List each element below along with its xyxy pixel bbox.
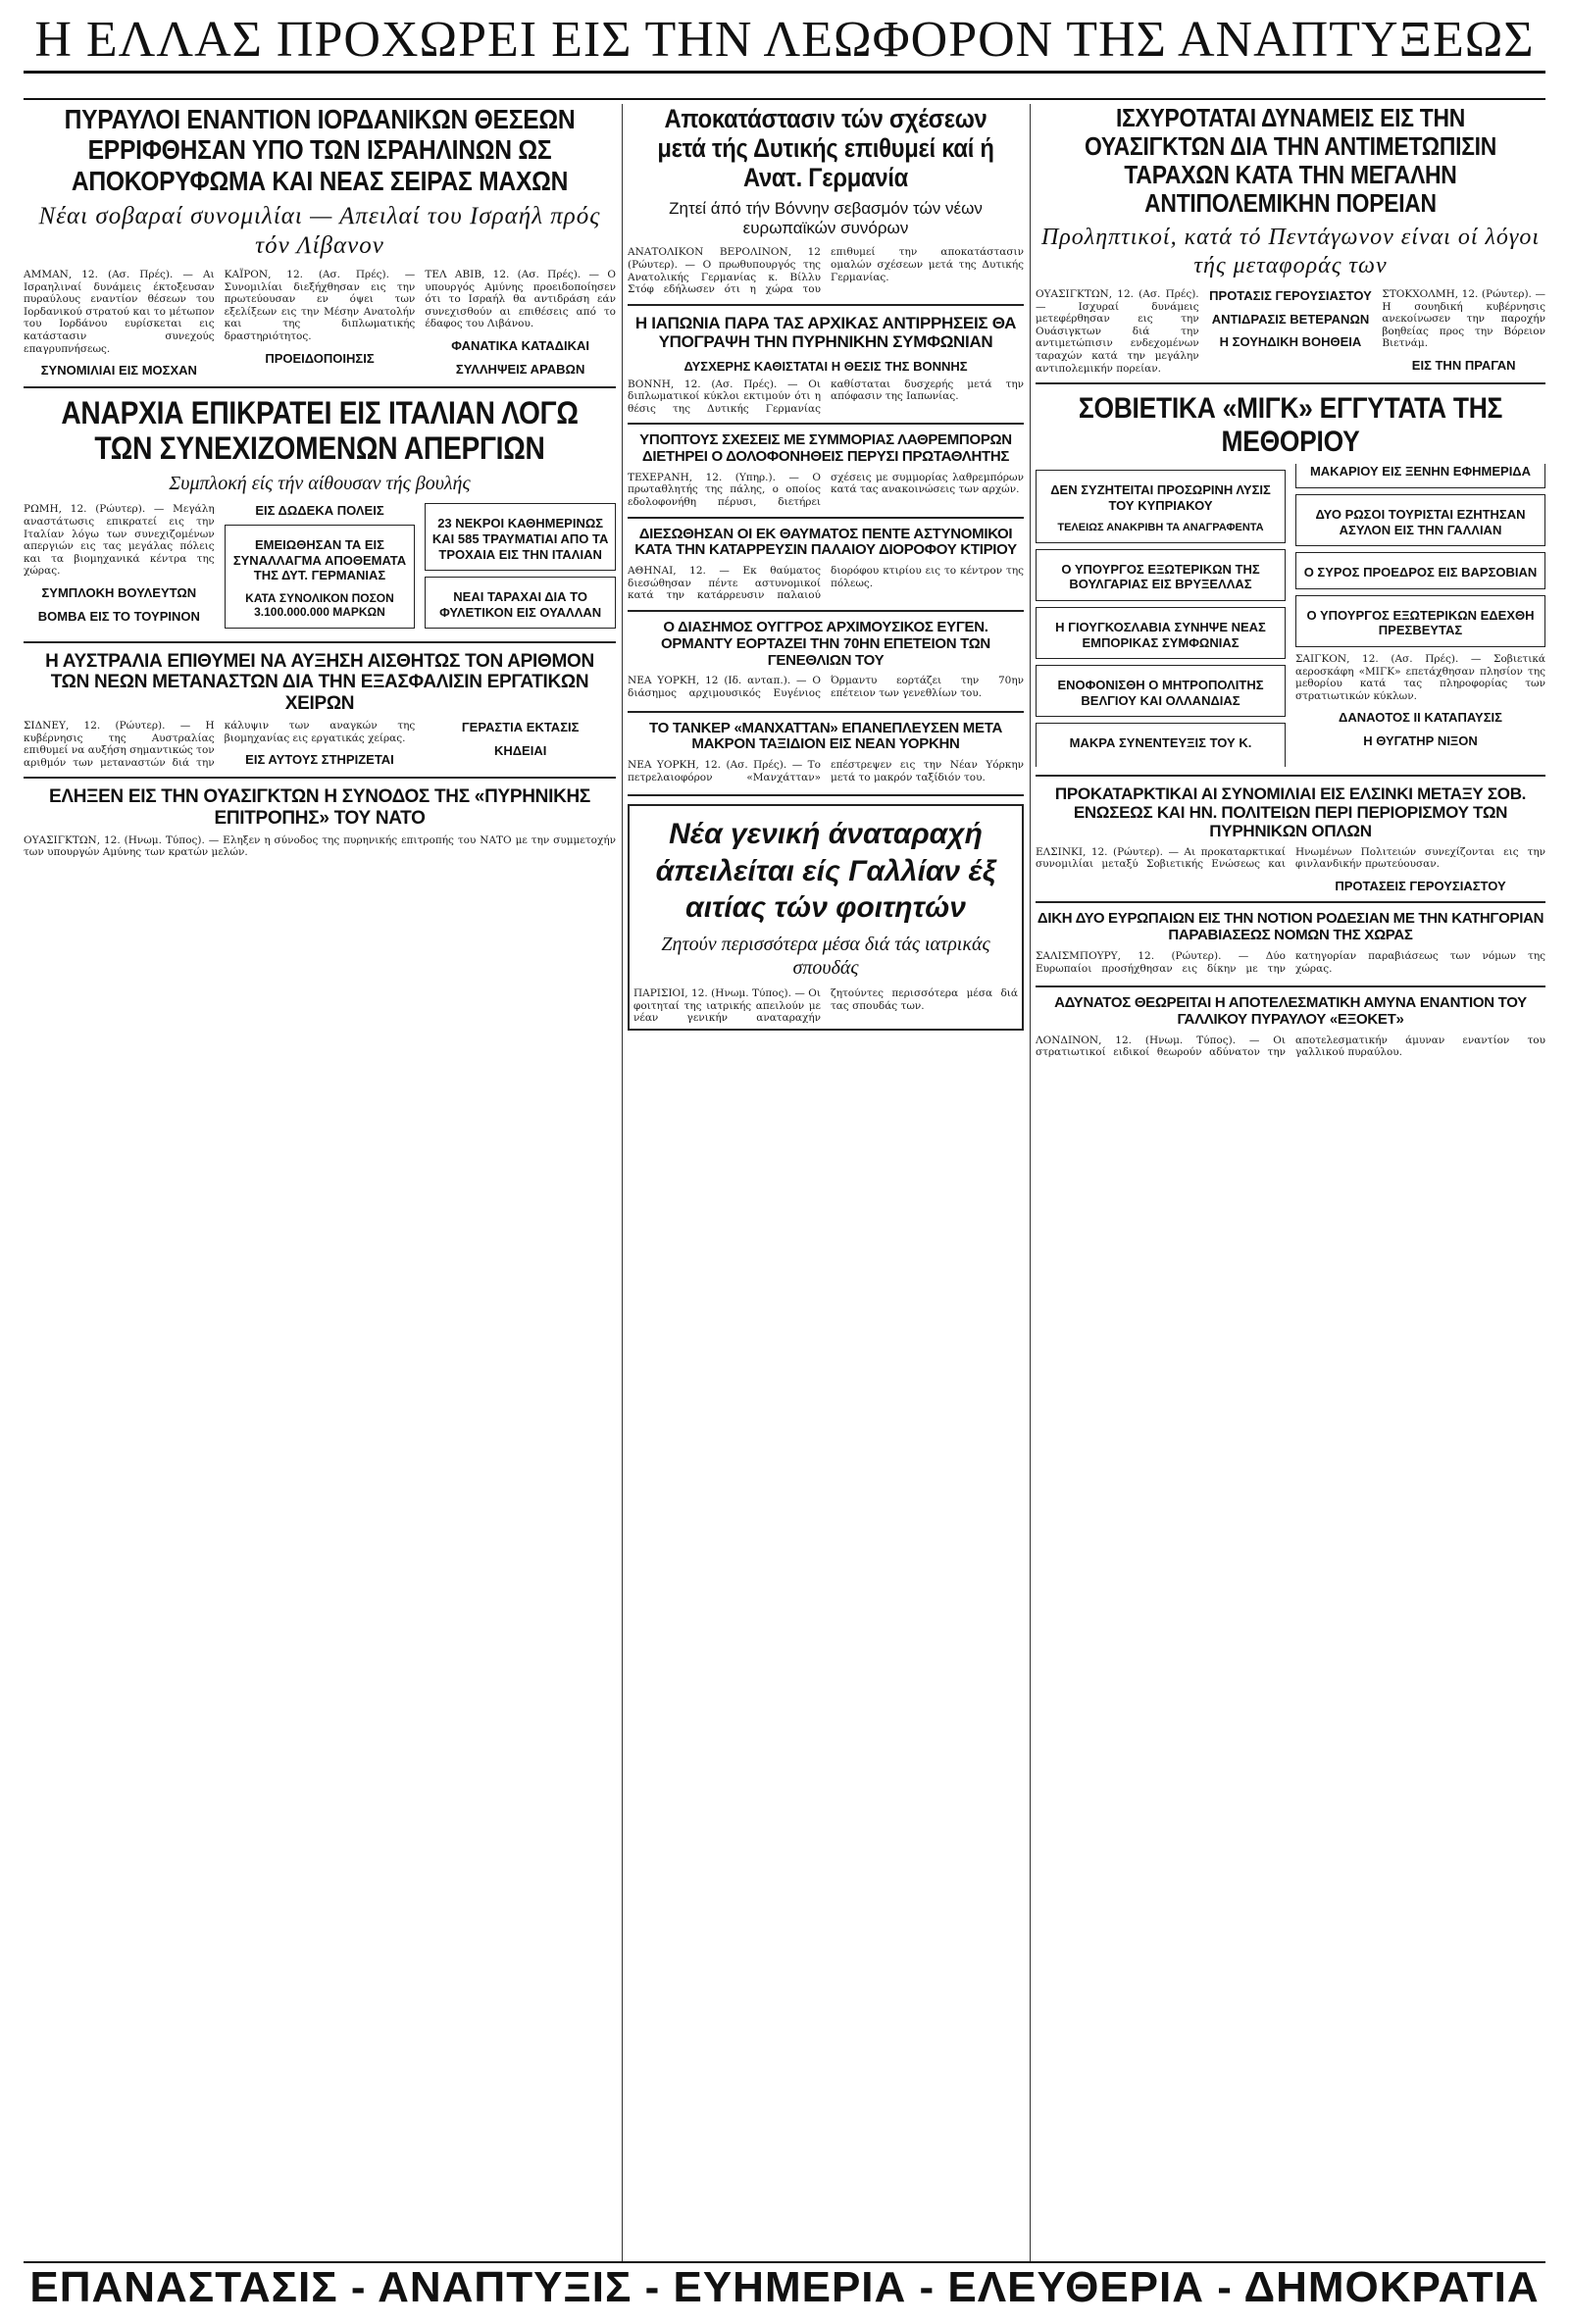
australia-para-1: ΣΙΔΝΕΥ, 12. (Ρώυτερ). — Η κυβέρνησις της Αυστραλίας επιθυμεί να αυξήση σημαντικώς τον αριθμόν των μεταναστών διά την κάλυψιν των αναγκών της βιομηχανίας εις εργατικάς χείρας. [24,719,416,769]
middle-separator-5 [628,711,1024,713]
left-article-body [24,269,616,379]
middle-separator-2 [628,423,1024,425]
east-germany-article-body [628,246,1024,295]
right-column [1036,104,1545,2261]
funerals-heading: ΚΗΔΕΙΑΙ [493,742,547,758]
middle-separator-1 [628,304,1024,306]
france-students-headline: Νέα γενική άναταραχή άπειλείται είς Γαλλίαν έξ αιτίας τών φοιτητών [655,818,996,925]
manhattan-tanker-article-body [628,759,1024,786]
left-separator-2 [24,641,616,643]
australia-headline: Η ΑΥΣΤΡΑΛΙΑ ΕΠΙΘΥΜΕΙ ΝΑ ΑΥΞΗΣΗ ΑΙΣΘΗΤΩΣ ΤΟΝ ΑΡΙΘΜΟΝ ΤΩΝ ΝΕΩΝ ΜΕΤΑΝΑΣΤΩΝ ΔΙΑ ΤΗΝ ΕΞΑΣΦΑΛΙΣΙΝ ΕΡΓΑΤΙΚΩΝ ΧΕΙΡΩΝ [45,651,594,714]
left-section-1: ΣΥΝΟΜΙΛΙΑΙ ΕΙΣ ΜΟΣΧΑΝ [40,363,197,379]
italy-section-1: ΣΥΜΠΛΟΚΗ ΒΟΥΛΕΥΤΩΝ [41,585,197,601]
wales-riots-headline: ΝΕΑΙ ΤΑΡΑΧΑΙ ΔΙΑ ΤΟ ΦΥΛΕΤΙΚΟΝ ΕΙΣ ΟΥΑΛΛΑΝ [439,589,602,620]
france-students-article-body [633,987,1018,1025]
yugoslavia-headline: Η ΓΙΟΥΓΚΟΣΛΑΒΙΑ ΣΥΝΗΨΕ ΝΕΑΣ ΕΜΠΟΡΙΚΑΣ ΣΥΜΦΩΝΙΑΣ [1055,619,1266,650]
helsinki-headline: ΠΡΟΚΑΤΑΡΚΤΙΚΑΙ ΑΙ ΣΥΝΟΜΙΛΙΑΙ ΕΙΣ ΕΛΣΙΝΚΙ ΜΕΤΑΞΥ ΣΟΒ. ΕΝΩΣΕΩΣ ΚΑΙ ΗΝ. ΠΟΛΙΤΕΙΩΝ ΠΕΡΙ ΠΕΡΙΟΡΙΣΜΟΥ ΤΩΝ ΠΥΡΗΝΙΚΩΝ ΟΠΛΩΝ [1054,783,1527,840]
left-column [24,104,616,2261]
exocet-para-1: ΛΟΝΔΙΝΟΝ, 12. (Ηνωμ. Τύπος). — Οι στρατιωτικοί ειδικοί θεωρούν αδύνατον την αποτελεσματικήν άμυναν εναντίον του γαλλικού πυραύλου. [1036,1034,1545,1059]
mig-headline: ΣΟΒΙΕΤΙΚΑ «ΜΙΓΚ» ΕΓΓΥΤΑΤΑ ΤΗΣ ΜΕΘΟΡΙΟΥ [1078,392,1503,458]
germany-reserves-box [225,525,416,629]
left-para-2: ΚΑΪΡΟΝ, 12. (Ασ. Πρές). — Συνομιλίαι διεξήχθησαν εις την πρωτεύουσαν εν όψει των εξελίξεων εις την Μέσην Ανατολήν και της διπλωματικής δραστηριότητος. [224,269,416,343]
smugglers-para-1: ΤΕΧΕΡΑΝΗ, 12. (Υπηρ.). — Ο πρωταθλητής της πάλης, ο οποίος εδολοφονήθη πέρυσι, διετήρει σχέσεις με συμμορίας λαθρεμπόρων κατά τας ανακοινώσεις των αρχών. [628,471,1024,509]
left-section-3: ΦΑΝΑΤΙΚΑ ΚΑΤΑΔΙΚΑΙ [451,338,590,354]
syrian-president-headline: Ο ΣΥΡΟΣ ΠΡΟΕΔΡΟΣ ΕΙΣ ΒΑΡΣΟΒΙΑΝ [1303,565,1538,581]
helsinki-section-1: ΠΡΟΤΑΣΕΙΣ ΓΕΡΟΥΣΙΑΣΤΟΥ [1335,878,1506,893]
ormandy-article-body [628,675,1024,702]
footer-rule [24,2261,1545,2263]
washington-subhead: Προληπτικοί, κατά τό Πεντάγωνον είναι οί λόγοι τής μεταφοράς των [1040,225,1541,279]
right-separator-3 [1036,901,1545,903]
manhattan-tanker-headline: ΤΟ ΤΑΝΚΕΡ «ΜΑΝΧΑΤΤΑΝ» ΕΠΑΝΕΠΛΕΥΣΕΝ ΜΕΤΑ ΜΑΚΡΟΝ ΤΑΞΙΔΙΟΝ ΕΙΣ ΝΕΑΝ ΥΟΡΚΗΝ [649,719,1002,753]
makarios-headline: ΜΑΚΡΑ ΣΥΝΕΝΤΕΥΞΙΣ ΤΟΥ Κ. ΜΑΚΑΡΙΟΥ ΕΙΣ ΞΕΝΗΝ ΕΦΗΜΕΡΙΔΑ [1069,464,1532,751]
middle-separator-4 [628,610,1024,612]
japan-headline: Η ΙΑΠΩΝΙΑ ΠΑΡΑ ΤΑΣ ΑΡΧΙΚΑΣ ΑΝΤΙΡΡΗΣΕΙΣ ΘΑ ΥΠΟΓΡΑΨΗ ΤΗΝ ΠΥΡΗΝΙΚΗΝ ΣΥΜΦΩΝΙΑΝ [634,313,1017,351]
metropolitan-headline: ΕΝΟΦΟΝΙΣΘΗ Ο ΜΗΤΡΟΠΟΛΙΤΗΣ ΒΕΛΓΙΟΥ ΚΑΙ ΟΛΛΑΝΔΙΑΣ [1057,678,1264,708]
australia-section-1: ΕΙΣ ΑΥΤΟΥΣ ΣΤΗΡΙΖΕΤΑΙ [245,752,394,768]
helsinki-article-body [1036,846,1545,894]
exocet-headline: ΑΔΥΝΑΤΟΣ ΘΕΩΡΕΙΤΑΙ Η ΑΠΟΤΕΛΕΣΜΑΤΙΚΗ ΑΜΥΝΑ ΕΝΑΝΤΙΟΝ ΤΟΥ ΓΑΛΛΙΚΟΥ ΠΥΡΑΥΛΟΥ «ΕΞΟΚΕΤ» [1054,994,1527,1028]
washington-section-2: ΑΝΤΙΔΡΑΣΙΣ ΒΕΤΕΡΑΝΩΝ [1211,311,1370,327]
left-para-3: ΤΕΛ ΑΒΙΒ, 12. (Ασ. Πρές). — Ο υπουργός Αμύνης προειδοποίησεν ότι το Ισραήλ θα αντιδράση εάν συνεχισθούν αι επιθέσεις από το έδαφος του Λιβάνου. [425,269,616,330]
helsinki-para-1: ΕΛΣΙΝΚΙ, 12. (Ρώυτερ). — Αι προκαταρκτικαί συνομιλίαι μεταξύ Σοβιετικής Ενώσεως και Ηνωμένων Πολιτειών συνεχίζονται εις την φινλανδικήν πρωτεύουσαν. [1036,845,1545,871]
france-students-box [628,804,1024,1030]
washington-para-1: ΟΥΑΣΙΓΚΤΩΝ, 12. (Ασ. Πρές). — Ισχυραί δυνάμεις μετεφέρθησαν εις την Ουάσιγκτων διά την αντιμετώπισιν ενδεχομένων ταραχών κατά την μεγάλην αντιπολεμικήν πορείαν. [1036,288,1199,375]
exocet-article-body [1036,1035,1545,1062]
footer-slogan: ΕΠΑΝΑΣΤΑΣΙΣ - ΑΝΑΠΤΥΞΙΣ - ΕΥΗΜΕΡΙΑ - ΕΛΕΥΘΕΡΙΑ - ΔΗΜΟΚΡΑΤΙΑ [29,2265,1540,2310]
mig-section-1: ΔΑΝΑΟΤΟΣ ΙΙ ΚΑΤΑΠΑΥΣΙΣ [1339,710,1502,726]
australia-section-2: ΓΕΡΑΣΤΙΑ ΕΚΤΑΣΙΣ [461,719,580,734]
italy-headline: ΑΝΑΡΧΙΑ ΕΠΙΚΡΑΤΕΙ ΕΙΣ ΙΤΑΛΙΑΝ ΛΟΓΩ ΤΩΝ ΣΥΝΕΧΙΖΟΜΕΝΩΝ ΑΠΕΡΓΙΩΝ [61,394,579,466]
washington-article-body [1036,288,1545,375]
middle-separator-3 [628,517,1024,519]
right-separator-4 [1036,985,1545,987]
rhodesia-para-1: ΣΑΛΙΣΜΠΟΥΡΥ, 12. (Ρώυτερ). — Δύο Ευρωπαίοι προσήχθησαν εις δίκην με την κατηγορίαν παραβιάσεως των νόμων της χώρας. [1036,949,1545,975]
left-separator-3 [24,777,616,779]
left-separator-1 [24,386,616,388]
washington-headline: ΙΣΧΥΡΟΤΑΤΑΙ ΔΥΝΑΜΕΙΣ ΕΙΣ ΤΗΝ ΟΥΑΣΙΓΚΤΩΝ ΔΙΑ ΤΗΝ ΑΝΤΙΜΕΤΩΠΙΣΙΝ ΤΑΡΑΧΩΝ ΚΑΤΑ ΤΗΝ ΜΕΓΑΛΗΝ ΑΝΤΙΠΟΛΕΜΙΚΗΝ ΠΟΡΕΙΑΝ [1084,104,1497,219]
syrian-president-box [1295,552,1545,589]
germany-reserves-amount: ΚΑΤΑ ΣΥΝΟΛΙΚΟΝ ΠΟΣΟΝ 3.100.000.000 ΜΑΡΚΩΝ [245,590,394,620]
left-para-1: ΑΜΜΑΝ, 12. (Ασ. Πρές). — Αι Ισραηλιναί δυνάμεις έκτοξευσαν πυραύλους εναντίον θέσεων του Ιορδανικού στρατού και το μέτωπον του Ιορδάνου ευρίσκεται εις κατάστασιν συνεχούς επαγρυπνήσεως. [24,269,215,355]
wales-riots-box [425,577,616,629]
rhodesia-headline: ΔΙΚΗ ΔΥΟ ΕΥΡΩΠΑΙΩΝ ΕΙΣ ΤΗΝ ΝΟΤΙΟΝ ΡΟΔΕΣΙΑΝ ΜΕ ΤΗΝ ΚΑΤΗΓΟΡΙΑΝ ΠΑΡΑΒΙΑΣΕΩΣ ΝΟΜΩΝ ΤΗΣ ΧΩΡΑΣ [1037,910,1544,944]
smugglers-article-body [628,472,1024,509]
left-section-2: ΠΡΟΕΙΔΟΠΟΙΗΣΙΣ [265,350,375,366]
ormandy-headline: Ο ΔΙΑΣΗΜΟΣ ΟΥΓΓΡΟΣ ΑΡΧΙΜΟΥΣΙΚΟΣ ΕΥΓΕΝ. ΟΡΜΑΝΤΥ ΕΟΡΤΑΖΕΙ ΤΗΝ 70ΗΝ ΕΠΕΤΕΙΟΝ ΤΩΝ ΓΕΝΕΘΛΙΩΝ ΤΟΥ [661,619,990,669]
italy-traffic-box [425,503,616,571]
italy-para-1: ΡΩΜΗ, 12. (Ρώυτερ). — Μεγάλη αναστάτωσις επικρατεί εις την Ιταλίαν λόγω των συνεχιζομένων απεργιών εις τας μεγάλας πόλεις και τα βιομηχανικά κέντρα της χώρας. [24,503,215,578]
mig-para-1: ΣΑΙΓΚΟΝ, 12. (Ασ. Πρές). — Σοβιετικά αεροσκάφη «ΜΙΓΚ» επετάχθησαν πλησίον της μεθορίου κατά τας πληροφορίας των στρατιωτικών κύκλων. [1295,652,1545,702]
right-separator-2 [1036,775,1545,777]
smugglers-headline: ΥΠΟΠΤΟΥΣ ΣΧΕΣΕΙΣ ΜΕ ΣΥΜΜΟΡΙΑΣ ΛΑΘΡΕΜΠΟΡΩΝ ΔΙΕΤΗΡΕΙ Ο ΔΟΛΟΦΟΝΗΘΕΙΣ ΠΕΡΥΣΙ ΠΡΩΤΑΘΛΗΤΗΣ [639,431,1012,466]
masthead-rule-lower [24,98,1545,100]
washington-section-3: Η ΣΟΥΗΔΙΚΗ ΒΟΗΘΕΙΑ [1219,334,1362,350]
italy-subhead: Συμπλοκή είς τήν αίθουσαν τής βουλής [169,473,471,495]
yugoslavia-box [1036,607,1286,659]
newspaper-page [24,14,1545,2310]
east-germany-para-1: ΑΝΑΤΟΛΙΚΟΝ ΒΕΡΟΛΙΝΟΝ, 12 (Ρώυτερ). — Ο πρωθυπουργός της Ανατολικής Γερμανίας κ. Βίλλυ Στόφ εδήλωσεν ότι η χώρα του επιθυμεί την αποκατάστασιν ομαλών σχέσεων μετά της Δυτικής Γερμανίας. [628,246,1024,296]
japan-subhead: ΔΥΣΧΕΡΗΣ ΚΑΘΙΣΤΑΤΑΙ Η ΘΕΣΙΣ ΤΗΣ ΒΟΝΝΗΣ [683,358,968,374]
left-headline: ΠΥΡΑΥΛΟΙ ΕΝΑΝΤΙΟΝ ΙΟΡΔΑΝΙΚΩΝ ΘΕΣΕΩΝ ΕΡΡΙΦΘΗΣΑΝ ΥΠΟ ΤΩΝ ΙΣΡΑΗΛΙΝΩΝ ΩΣ ΑΠΟΚΟΡΥΦΩΜΑ ΚΑΙ ΝΕΑΣ ΣΕΙΡΑΣ ΜΑΧΩΝ [64,104,576,196]
building-collapse-para-1: ΑΘΗΝΑΙ, 12. — Εκ θαύματος διεσώθησαν πέντε αστυνομικοί κατά την κατάρρευσιν παλαιού διορόφου κτιρίου εις το κέντρον της πόλεως. [628,565,1024,602]
metropolitan-box [1036,665,1286,717]
japan-para-1: ΒΟΝΝΗ, 12. (Ασ. Πρές). — Οι διπλωματικοί κύκλοι εκτιμούν ότι η θέσις της Δυτικής Γερμανίας καθίσταται δυσχερής μετά την απόφασιν της Ιαπωνίας. [628,378,1024,415]
column-divider-2 [1030,104,1031,2261]
russian-tourists-headline: ΔΥΟ ΡΩΣΟΙ ΤΟΥΡΙΣΤΑΙ ΕΖΗΤΗΣΑΝ ΑΣΥΛΟΝ ΕΙΣ ΤΗΝ ΓΑΛΛΙΑΝ [1315,506,1526,537]
washington-section-4: ΕΙΣ ΤΗΝ ΠΡΑΓΑΝ [1411,358,1516,373]
mig-article-body [1036,464,1545,766]
column-divider-1 [622,104,623,2261]
nato-para-1: ΟΥΑΣΙΓΚΤΩΝ, 12. (Ηνωμ. Τύπος). — Εληξεν η σύνοδος της πυρηνικής επιτροπής του ΝΑΤΟ με την συμμετοχήν των υπουργών Αμύνης των κρατών μελών. [24,834,616,859]
mig-section-2: Η ΘΥΓΑΤΗΡ ΝΙΞΟΝ [1363,733,1478,748]
russian-tourists-box [1295,494,1545,546]
italy-section-3: ΕΙΣ ΔΩΔΕΚΑ ΠΟΛΕΙΣ [255,503,384,519]
cyprus-headline: ΔΕΝ ΣΥΖΗΤΕΙΤΑΙ ΠΡΟΣΩΡΙΝΗ ΛΥΣΙΣ ΤΟΥ ΚΥΠΡΙΑΚΟΥ [1050,482,1271,513]
foreign-minister-box [1295,595,1545,647]
left-subhead: Νέαι σοβαραί συνομιλίαι — Απειλαί του Ισραήλ πρός τόν Λίβανον [38,203,601,260]
east-germany-headline: Αποκατάστασιν τών σχέσεων μετά τής Δυτικής επιθυμεί καί ή Ανατ. Γερμανία [657,104,994,193]
foreign-minister-headline: Ο ΥΠΟΥΡΓΟΣ ΕΞΩΤΕΡΙΚΩΝ ΕΔΕΧΘΗ ΠΡΕΣΒΕΥΤΑΣ [1306,607,1535,638]
germany-reserves-headline: ΕΜΕΙΩΘΗΣΑΝ ΤΑ ΕΙΣ ΣΥΝΑΛΛΑΓΜΑ ΑΠΟΘΕΜΑΤΑ ΤΗΣ ΔΥΤ. ΓΕΡΜΑΝΙΑΣ [232,537,407,583]
italy-article-body [24,503,616,633]
manhattan-tanker-para-1: ΝΕΑ ΥΟΡΚΗ, 12. (Ασ. Πρές). — Το πετρελαιοφόρον «Μανχάτταν» επέστρεψεν εις την Νέαν Υόρκην μετά το μακρόν ταξίδιόν του. [628,759,1024,783]
france-students-subhead: Ζητούν περισσότερα μέσα διά τάς ιατρικάς σπουδάς [661,933,990,979]
nato-headline: ΕΛΗΞΕΝ ΕΙΣ ΤΗΝ ΟΥΑΣΙΓΚΤΩΝ Η ΣΥΝΟΔΟΣ ΤΗΣ «ΠΥΡΗΝΙΚΗΣ ΕΠΙΤΡΟΠΗΣ» ΤΟΥ ΝΑΤΟ [48,786,591,829]
italy-traffic-headline: 23 ΝΕΚΡΟΙ ΚΑΘΗΜΕΡΙΝΩΣ ΚΑΙ 585 ΤΡΑΥΜΑΤΙΑΙ ΑΠΟ ΤΑ ΤΡΟΧΑΙΑ ΕΙΣ ΤΗΝ ΙΤΑΛΙΑΝ [431,516,609,562]
rhodesia-article-body [1036,950,1545,978]
france-students-para-1: ΠΑΡΙΣΙΟΙ, 12. (Ηνωμ. Τύπος). — Οι φοιτηταί της ιατρικής απειλούν με νέαν γενικήν αναταραχήν ζητούντες περισσότερα μέσα διά τας σπουδάς των. [633,986,1018,1025]
washington-section-1: ΠΡΟΤΑΣΙΣ ΓΕΡΟΥΣΙΑΣΤΟΥ [1209,288,1372,304]
middle-separator-6 [628,794,1024,796]
italy-section-2: ΒΟΜΒΑ ΕΙΣ ΤΟ ΤΟΥΡΙΝΟΝ [37,608,200,624]
cyprus-subhead: ΤΕΛΕΙΩΣ ΑΝΑΚΡΙΒΗ ΤΑ ΑΝΑΓΡΑΦΕΝΤΑ [1057,521,1264,533]
ormandy-para-1: ΝΕΑ ΥΟΡΚΗ, 12 (Ιδ. ανταπ.). — Ο διάσημος αρχιμουσικός Ευγένιος Όρμαντυ εορτάζει την 70ην επέτειον των γενεθλίων του. [628,675,1024,700]
masthead-rule [24,71,1545,74]
building-collapse-article-body [628,565,1024,602]
middle-column [628,104,1024,2261]
bulgaria-headline: Ο ΥΠΟΥΡΓΟΣ ΕΞΩΤΕΡΙΚΩΝ ΤΗΣ ΒΟΥΛΓΑΡΙΑΣ ΕΙΣ ΒΡΥΞΕΛΛΑΣ [1061,561,1260,592]
building-collapse-headline: ΔΙΕΣΩΘΗΣΑΝ ΟΙ ΕΚ ΘΑΥΜΑΤΟΣ ΠΕΝΤΕ ΑΣΤΥΝΟΜΙΚΟΙ ΚΑΤΑ ΤΗΝ ΚΑΤΑΡΡΕΥΣΙΝ ΠΑΛΑΙΟΥ ΔΙΟΡΟΦΟΥ ΚΤΙΡΙΟΥ [634,525,1017,559]
washington-para-2: ΣΤΟΚΧΟΛΜΗ, 12. (Ρώυτερ). — Η σουηδική κυβέρνησις ανεκοίνωσεν την παροχήν βοηθείας προς την Βόρειον Βιετνάμ. [1382,288,1545,350]
left-section-4: ΣΥΛΛΗΨΕΙΣ ΑΡΑΒΩΝ [455,361,585,377]
masthead: Η ΕΛΛΑΣ ΠΡΟΧΩΡΕΙ ΕΙΣ ΤΗΝ ΛΕΩΦΟΡΟΝ ΤΗΣ ΑΝΑΠΤΥΞΕΩΣ [34,14,1535,67]
cyprus-box [1036,470,1286,542]
east-germany-subhead: Ζητεί άπό τήν Βόννην σεβασμόν τών νέων ευρωπαϊκών συνόρων [669,198,983,238]
japan-article-body [628,379,1024,416]
bulgaria-box [1036,549,1286,601]
right-separator-1 [1036,382,1545,384]
australia-article-body [24,720,616,769]
